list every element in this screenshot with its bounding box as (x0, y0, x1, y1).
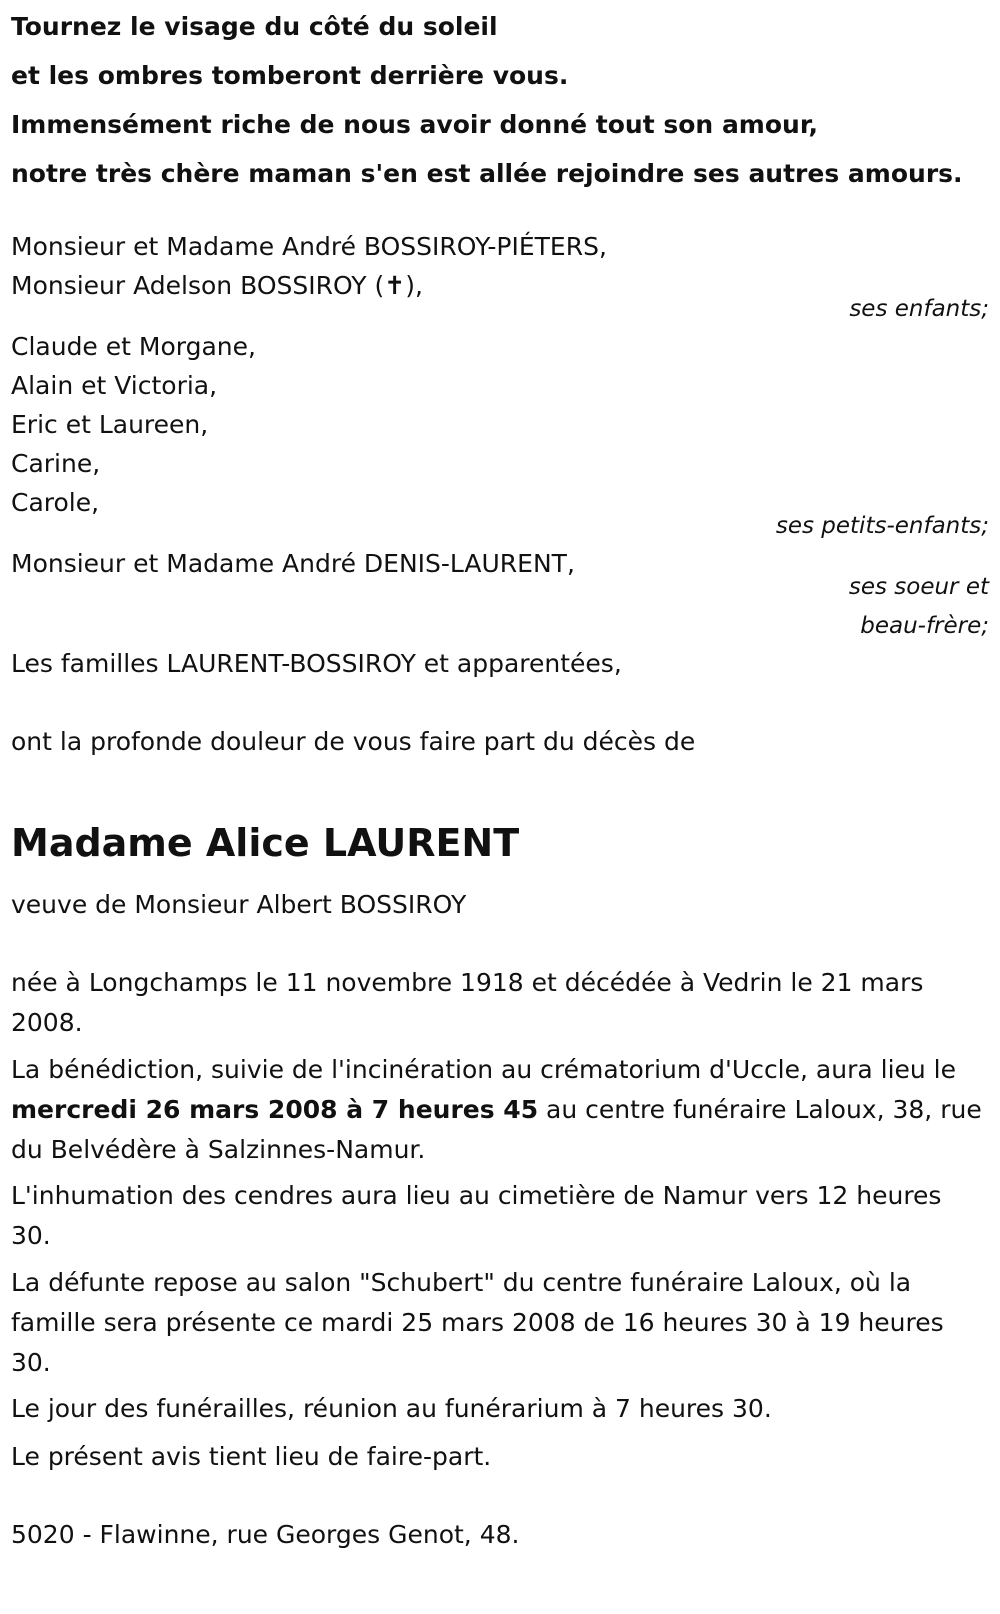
poem-line: Tournez le visage du côté du soleil (11, 12, 498, 41)
meeting: Le jour des funérailles, réunion au funérarium à 7 heures 30. (11, 1394, 772, 1423)
sister-role: beau-frère; (860, 613, 989, 639)
ceremony-text: La bénédiction, suivie de l'incinération au crématorium d'Uccle, aura lieu le (11, 1055, 957, 1084)
child-name: Monsieur Adelson BOSSIROY (✝), (11, 271, 423, 300)
visitation: La défunte repose au salon "Schubert" du centre funéraire Laloux, où la famille sera présente ce mardi 25 mars 2008 de 16 heures 30 à 19 heures 30. (11, 1268, 944, 1377)
address: 5020 - Flawinne, rue Georges Genot, 48. (11, 1520, 520, 1549)
children-role: ses enfants; (849, 296, 989, 322)
grandchildren-role: ses petits-enfants; (775, 513, 989, 539)
deceased-name: Madame Alice LAURENT (11, 821, 520, 865)
sister-name: Monsieur et Madame André DENIS-LAURENT, (11, 549, 575, 578)
opening-poem (11, 2, 963, 198)
ceremony-datetime: mercredi 26 mars 2008 à 7 heures 45 (11, 1095, 539, 1124)
grandchild-name: Claude et Morgane, (11, 332, 256, 361)
inhumation: L'inhumation des cendres aura lieu au cimetière de Namur vers 12 heures 30. (11, 1181, 942, 1250)
grandchild-name: Carine, (11, 449, 101, 478)
ceremony-details (11, 1050, 986, 1170)
grandchild-name: Eric et Laureen, (11, 410, 209, 439)
families: Les familles LAURENT-BOSSIROY et apparentées, (11, 649, 622, 678)
grandchild-name: Carole, (11, 488, 100, 517)
poem-line: notre très chère maman s'en est allée rejoindre ses autres amours. (11, 159, 963, 188)
poem-line: Immensément riche de nous avoir donné tout son amour, (11, 110, 818, 139)
birth-death: née à Longchamps le 11 novembre 1918 et décédée à Vedrin le 21 mars 2008. (11, 968, 924, 1037)
announcement: ont la profonde douleur de vous faire part du décès de (11, 727, 696, 756)
widow-of: veuve de Monsieur Albert BOSSIROY (11, 890, 467, 919)
notice: Le présent avis tient lieu de faire-part. (11, 1442, 492, 1471)
ceremony-text: au centre funéraire Laloux, 38, rue du Belvédère à Salzinnes-Namur. (11, 1095, 982, 1164)
child-name: Monsieur et Madame André BOSSIROY-PIÉTERS, (11, 232, 607, 261)
sister-role: ses soeur et (848, 574, 989, 600)
grandchild-name: Alain et Victoria, (11, 371, 218, 400)
poem-line: et les ombres tomberont derrière vous. (11, 61, 569, 90)
